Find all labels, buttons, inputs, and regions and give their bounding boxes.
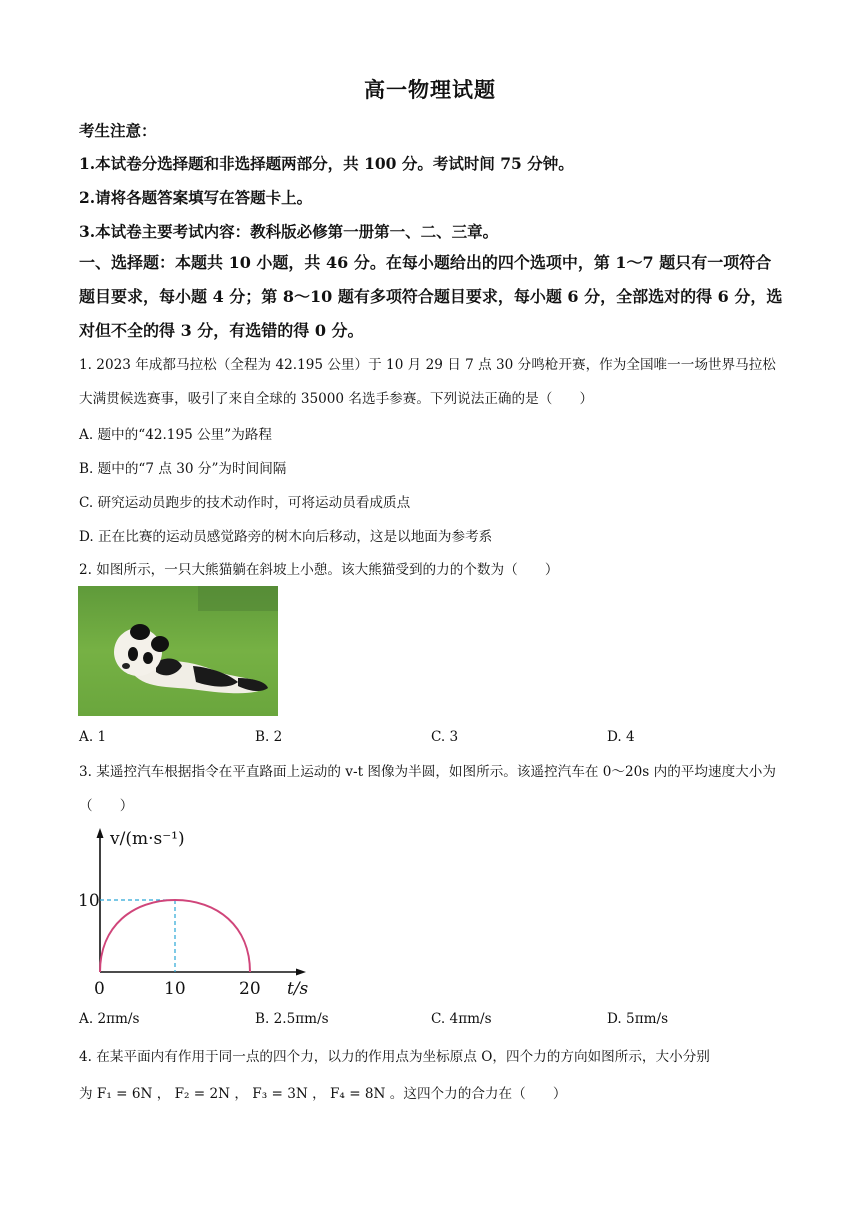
question-3-option-c: C. 4πm/s [431,1011,492,1027]
question-4-stem-line-1: 4. 在某平面内有作用于同一点的四个力，以力的作用点为坐标原点 O，四个力的方向如图所示，大小分别 [79,1049,710,1065]
x-tick-0: 0 [94,979,105,999]
x-axis-arrow [296,969,306,976]
question-2-stem: 2. 如图所示，一只大熊猫躺在斜坡上小憩。该大熊猫受到的力的个数为（ ） [79,562,559,578]
panda-photo [78,586,278,716]
y-axis-label: v/(m·s⁻¹) [110,829,185,849]
x-tick-10: 10 [164,979,186,999]
notice-item-3: 3.本试卷主要考试内容：教科版必修第一册第一、二、三章。 [79,222,499,241]
question-4-stem-line-2: 为 F₁ = 6N ， F₂ = 2N ， F₃ = 3N ， F₄ = 8N 。这四个力的合力在（ ） [79,1086,567,1102]
question-2-option-c: C. 3 [431,729,459,745]
x-axis-label: t/s [287,979,309,999]
question-1-stem: 1. 2023 年成都马拉松（全程为 42.195 公里）于 10 月 29 日 7 点 30 分鸣枪开赛，作为全国唯一一场世界马拉松大满贯候选赛事，吸引了来自全球的 35000 名选手参赛。下列说法正确的是（ ） [79,357,776,407]
question-3-option-d: D. 5πm/s [607,1011,669,1027]
y-tick-10: 10 [78,891,100,911]
notice-item-1: 1.本试卷分选择题和非选择题两部分，共 100 分。考试时间 75 分钟。 [79,154,574,173]
notice-heading: 考生注意： [79,121,157,140]
vt-chart [78,826,318,1002]
section-1-instructions: 一、选择题：本题共 10 小题，共 46 分。在每小题给出的四个选项中，第 1～7 题只有一项符合题目要求，每小题 4 分；第 8～10 题有多项符合题目要求，每小题 6 分，全部选对的得 6 分，选对但不全的得 3 分，有选错的得 0 分。 [79,253,783,340]
notice-item-2: 2.请将各题答案填写在答题卡上。 [79,188,313,207]
question-3-stem: 3. 某遥控汽车根据指令在平直路面上运动的 v-t 图像为半圆，如图所示。该遥控汽车在 0～20s 内的平均速度大小为（ ） [79,764,776,814]
question-3-option-a: A. 2πm/s [79,1011,140,1027]
question-1-option-d: D. 正在比赛的运动员感觉路旁的树木向后移动，这是以地面为参考系 [79,529,493,545]
question-1-option-a: A. 题中的“42.195 公里”为路程 [79,427,272,443]
x-tick-20: 20 [239,979,261,999]
page-title: 高一物理试题 [364,77,496,102]
question-2-option-a: A. 1 [79,729,107,745]
question-1-option-c: C. 研究运动员跑步的技术动作时，可将运动员看成质点 [79,495,411,511]
question-2-option-d: D. 4 [607,729,635,745]
question-3-option-b: B. 2.5πm/s [255,1011,329,1027]
question-1-option-b: B. 题中的“7 点 30 分”为时间间隔 [79,461,287,477]
question-2-option-b: B. 2 [255,729,283,745]
y-axis-arrow [97,828,104,838]
